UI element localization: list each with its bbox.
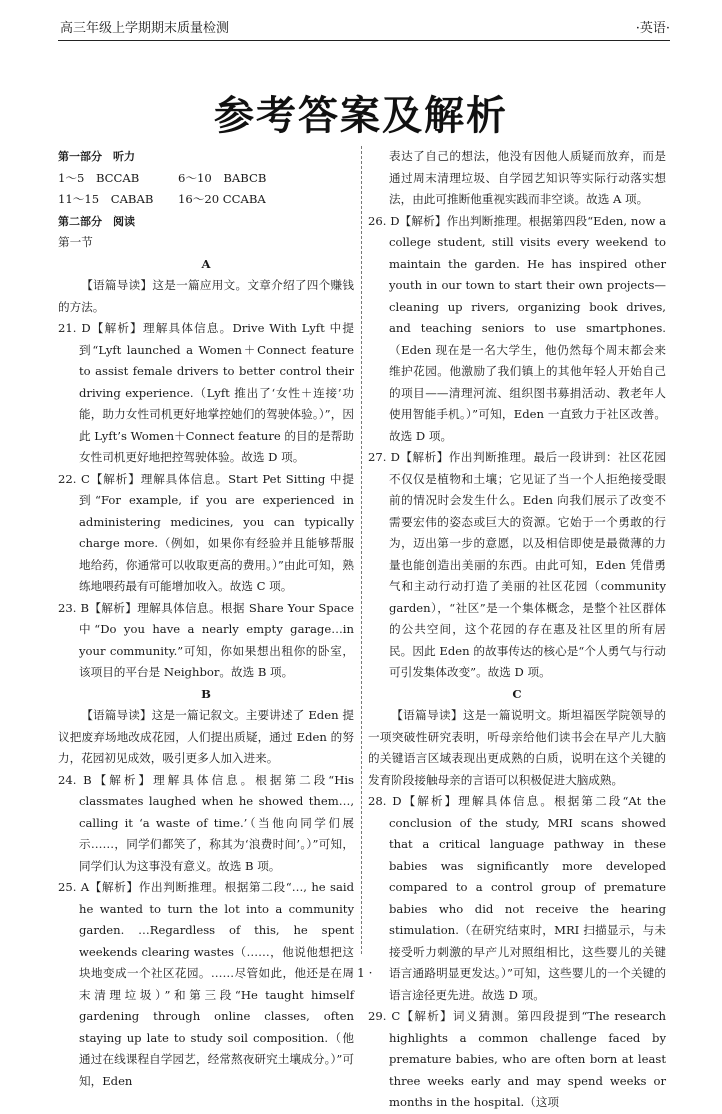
part2-title: 第二部分 阅读	[58, 214, 135, 228]
section-label: 第一节	[58, 235, 93, 249]
answer-explanation-28: 28. D【解析】理解具体信息。根据第二段“At the conclusion of the study, MRI scans showed that a critical language pathway in these babies was significantly more developed compared to a control group of premature babies who did not receive the hearing stimulation.（在研究结束时，MRI 扫描显示，与未接受听力刺激的早产儿对照组相比，这些婴儿的关键语言通路明显更发达。）”可知，这些婴儿的一个关键的语言途径更先进。故选 D 项。	[368, 794, 666, 1002]
answer-explanation-21: 21. D【解析】理解具体信息。Drive With Lyft 中提到“Lyft launched a Women＋Connect feature to assist female drivers to better control their driving experience.（Lyft 推出了‘女性＋连接’功能，助力女性司机更好地掌控她们的驾驶体验。）”，因此 Lyft’s Women＋Connect feature 的目的是帮助女性司机更好地把控驾驶体验。故选 D 项。	[58, 321, 354, 464]
passage-intro: 【语篇导读】这是一篇说明文。斯坦福医学院领导的一项突破性研究表明，听母亲给他们读书会在早产儿大脑的关键语言区域表现出更成熟的白质，说明在这个关键的发育阶段接触母亲的言语可以积极促进大脑成熟。	[368, 708, 666, 787]
answer-group: 11～15 CABAB	[58, 192, 154, 206]
answer-explanation-25-continued: 表达了自己的想法，他没有因他人质疑而放弃，而是通过周末清理垃圾、自学园艺知识等实际行动落实想法，由此可推断他重视实践而非空谈。故选 A 项。	[389, 149, 666, 206]
answer-row	[58, 189, 354, 211]
column-divider	[361, 146, 362, 954]
passage-letter-c: C	[512, 686, 522, 701]
answer-explanation-26: 26. D【解析】作出判断推理。根据第四段“Eden, now a college student, still visits every weekend to maintain the garden. He has inspired other youth in our town to start their own projects—cleaning up rivers, organizing book drives, and teaching seniors to use smartphones.（Eden 现在是一名大学生，他仍然每个周末都会来维护花园。他激励了我们镇上的其他年轻人开始自己的项目——清理河流、组织图书募捐活动、教老年人使用智能手机。）”可知，Eden 一直致力于社区改善。故选 D 项。	[368, 213, 666, 443]
answer-explanation-24: 24. B【解析】理解具体信息。根据第二段“His classmates laughed when he showed them…, calling it ‘a waste of time.’（当他向同学们展示……，同学们都笑了，称其为‘浪费时间’。）”可知，同学们认为这事没有意义。故选 B 项。	[58, 772, 354, 873]
answer-explanation-23: 23. B【解析】理解具体信息。根据 Share Your Space 中“Do you have a nearly empty garage…in your community.”可知，你如果想出租你的卧室，该项目的平台是 Neighbor。故选 B 项。	[58, 600, 354, 679]
page-title: 参考答案及解析	[214, 93, 508, 139]
left-column	[58, 146, 354, 1092]
answer-group: 1～5 BCCAB	[58, 170, 140, 185]
subject-label: ·英语·	[635, 21, 670, 36]
answer-explanation-29: 29. C【解析】词义猜测。第四段提到“The research highlights a common challenge faced by premature babies, who are often born at least three weeks early and may spend weeks or months in the hospital.（这项	[368, 1009, 666, 1109]
passage-intro: 【语篇导读】这是一篇记叙文。主要讲述了 Eden 提议把废弃场地改成花园，人们提出质疑，通过 Eden 的努力，花园初见成效，吸引更多人加入进来。	[58, 708, 354, 765]
answer-explanation-22: 22. C【解析】理解具体信息。Start Pet Sitting 中提到“For example, if you are experienced in administering medicines, you can typically charge more.（例如，如果你有经验并且能够帮服地给药，你通常可以收取更高的费用。）”由此可知，熟练地喂药最有可能增加收入。故选 C 项。	[58, 471, 354, 593]
answer-group: 6～10 BABCB	[178, 170, 267, 185]
answer-explanation-27: 27. D【解析】作出判断推理。最后一段讲到：社区花园不仅仅是植物和土壤；它见证了当一个人拒绝接受眼前的情况时会发生什么。Eden 向我们展示了改变不需要宏伟的姿态或巨大的资源。它始于一个勇敢的行为，迈出第一步的意愿，以及相信即使是最微薄的力量也能创造出美丽的东西。由此可知，Eden 凭借勇气和主动行动打造了美丽的社区花园（community garden），“社区”是一个集体概念，是整个社区群体的公共空间，这个花园的存在惠及社区里的所有居民。因此 Eden 的故事传达的核心是“个人勇气与行动可引发集体改变”。故选 D 项。	[368, 450, 666, 679]
part1-title: 第一部分 听力	[58, 150, 135, 163]
answer-group: 16～20 CCABA	[178, 192, 266, 206]
page-number: · 1 ·	[349, 966, 373, 980]
answer-explanation-25: 25. A【解析】作出判断推理。根据第二段“…, he said he wanted to turn the lot into a community garden. …Regardless of this, he spent weekends clearing wastes（……，他说他想把这块地变成一个社区花园。……尽管如此，他还是在周末清理垃圾）”和第三段“He taught himself gardening through online classes, often staying up late to study soil composition.（他通过在线课程自学园艺，经常熬夜研究土壤成分。）”可知，Eden	[58, 880, 354, 1088]
passage-letter-b: B	[201, 686, 211, 701]
page-header	[58, 8, 670, 41]
passage-intro: 【语篇导读】这是一篇应用文。文章介绍了四个赚钱的方法。	[58, 278, 354, 314]
exam-title: 高三年级上学期期末质量检测	[60, 21, 230, 36]
passage-letter-a: A	[201, 256, 211, 271]
answer-row	[58, 168, 354, 190]
